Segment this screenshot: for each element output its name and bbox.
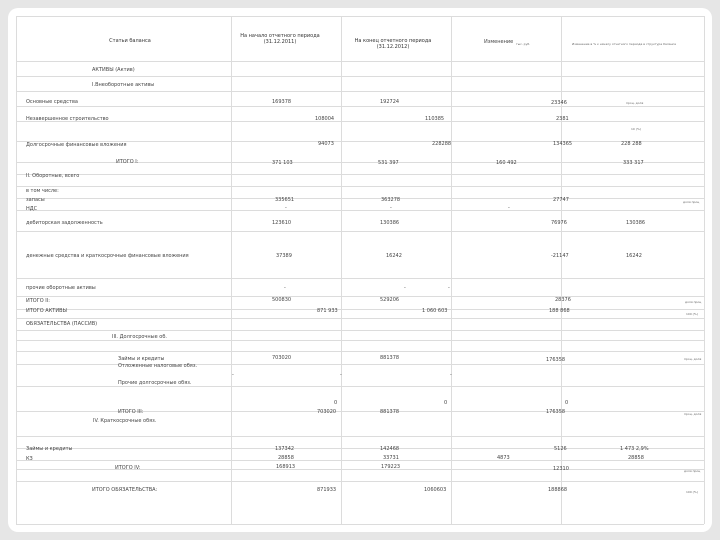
row-zaim-pct: проц. доля	[684, 357, 702, 361]
row-ns-change: 2381	[556, 116, 569, 122]
row-itog3-change: 176358	[546, 409, 566, 415]
header-col-end: На конец отчетного периода (31.12.2012)	[354, 38, 432, 50]
row-os-start: 169378	[272, 99, 292, 105]
row-itog-obl-pct: 100 (%)	[686, 490, 698, 494]
row-zapasy-pct: доля проц	[683, 200, 700, 204]
row-zaim2-start: 137342	[275, 446, 295, 452]
row-itog4-change: 12310	[553, 466, 569, 472]
row-dz-start: 123610	[272, 220, 292, 226]
row-nds-change: -	[508, 205, 510, 211]
row-zaim2-end: 142468	[380, 446, 400, 452]
row-itog1-pct: 333 317	[623, 160, 644, 166]
row-prdo-label: Прочие долгосрочные обяз.	[118, 380, 192, 386]
row-itog2-label: ИТОГО II:	[26, 298, 50, 304]
row-zaim-change: 176358	[546, 357, 566, 363]
row-dfv-change: 134365	[553, 141, 573, 147]
header-col-change: Изменение	[484, 39, 514, 45]
row-proch-start: -	[284, 285, 286, 291]
row-nds-label: НДС	[26, 206, 38, 212]
row-zapasy-change: 27747	[553, 197, 569, 203]
row-os-change: 23346	[551, 100, 567, 106]
row-ds-start: 37389	[276, 253, 292, 259]
row-ds-change: -21147	[551, 253, 569, 259]
row-itog4-start: 168913	[276, 464, 296, 470]
header-col-change-unit: тыс. руб.	[516, 42, 531, 46]
row-os-end: 192724	[380, 99, 400, 105]
row-kz-label: КЗ	[26, 456, 33, 462]
row-itog3-end: 881378	[380, 409, 400, 415]
row-ds-end: 16242	[386, 253, 402, 259]
row-os-label: Основные средства	[26, 99, 78, 105]
row-zaim-start: 703020	[272, 355, 292, 361]
row-itog-act-label: ИТОГО АКТИВЫ	[26, 308, 67, 314]
row-itog3-pct: проц. доля	[684, 412, 702, 416]
row-dz-end: 130386	[380, 220, 400, 226]
row-itog4-label: ИТОГО IV:	[115, 465, 141, 471]
row-dfv-pct: 228 288	[621, 141, 642, 147]
row-itog4-pct: доля проц	[684, 469, 701, 473]
section-4-title: IV. Краткосрочные обяз.	[93, 418, 157, 424]
row-ds-label: денежные средства и краткосрочные финансовые вложения	[26, 253, 189, 259]
section-2-incl: в том числе:	[26, 188, 59, 194]
row-itog3-start: 703020	[317, 409, 337, 415]
row-zaim2-pct: 1 473 2,9%	[620, 446, 649, 452]
header-col-article: Статьи баланса	[109, 38, 151, 44]
row-nds-end: -	[390, 205, 392, 211]
row-proch-end: -	[404, 285, 406, 291]
section-1-title: I.Внеоборотные активы	[92, 82, 155, 88]
row-ns-pct: 10 (%)	[631, 127, 641, 131]
row-itog-obl-label: ИТОГО ОБЯЗАТЕЛЬСТВА:	[92, 487, 158, 493]
row-zapasy-end: 363278	[381, 197, 401, 203]
row-itog1-start: 371 103	[272, 160, 293, 166]
row-itog2-end: 529206	[380, 297, 400, 303]
row-ns-start: 108004	[315, 116, 335, 122]
row-zapasy-label: запасы	[26, 197, 45, 203]
row-kz-end: 33731	[383, 455, 399, 461]
row-otl-start: -	[232, 372, 234, 378]
row-itog-act-change: 188 868	[549, 308, 570, 314]
row-os-pct: проц. доля	[626, 101, 644, 105]
row-ds-pct: 16242	[626, 253, 642, 259]
row-dz-label: дебиторская задолженность	[26, 220, 103, 226]
row-itog1-label: ИТОГО I:	[116, 159, 139, 165]
row-otl-change: -	[450, 372, 452, 378]
row-itog-act-end: 1 060 603	[422, 308, 448, 314]
row-kz-start: 28858	[278, 455, 294, 461]
row-itog-act-start: 871 933	[317, 308, 338, 314]
row-itog-act-pct: 100 (%)	[686, 312, 698, 316]
row-nds-start: -	[285, 205, 287, 211]
row-proch-label: прочие оборотные активы	[26, 285, 96, 291]
row-itog1-change: 160 492	[496, 160, 517, 166]
row-zapasy-start: 335651	[275, 197, 295, 203]
row-itog2-pct: доля проц	[685, 300, 702, 304]
row-itog-obl-change: 188868	[548, 487, 568, 493]
row-zaim-label: Займы и кредиты	[118, 356, 165, 362]
row-itog2-change: 28376	[555, 297, 571, 303]
row-dfv-start: 94073	[318, 141, 334, 147]
section-2-title: II. Оборотные, всего	[26, 173, 80, 179]
row-zaim-end: 881378	[380, 355, 400, 361]
row-itog-obl-start: 871933	[317, 487, 337, 493]
row-zaim2-change: 5126	[554, 446, 567, 452]
liabilities-title: ОБЯЗАТЕЛЬСТВА (ПАССИВ)	[26, 321, 98, 327]
row-dfv-end: 228288	[432, 141, 452, 147]
row-itog3-label: ИТОГО III:	[118, 409, 144, 415]
assets-title: АКТИВЫ (Актив)	[92, 67, 135, 73]
row-ns-end: 110385	[425, 116, 445, 122]
row-itog-obl-end: 1060603	[424, 487, 447, 493]
section-3-title: III. Долгосрочные об.	[112, 334, 167, 340]
row-kz-change: 4873	[497, 455, 510, 461]
row-ns-label: Незавершенное строительство	[26, 116, 109, 122]
row-otl-end: -	[340, 372, 342, 378]
row-itog3-zero-1: 0	[334, 400, 338, 406]
row-itog1-end: 531 397	[378, 160, 399, 166]
header-col-percent: Изменение в % к началу отчетного периода в структуре баланса	[572, 42, 677, 46]
row-kz-pct: 28858	[628, 455, 644, 461]
row-itog2-start: 500830	[272, 297, 292, 303]
header-col-start: На начало отчетного периода (31.12.2011)	[240, 33, 320, 45]
row-proch-change: -	[448, 285, 450, 291]
row-zaim2-label: Займы и кредиты	[26, 446, 73, 452]
row-dfv-label: Долгосрочные финансовые вложения	[26, 142, 127, 148]
row-dz-pct: 130386	[626, 220, 646, 226]
row-otl-label: Отложенные налоговые обяз.	[118, 363, 198, 369]
row-dz-change: 76976	[551, 220, 567, 226]
balance-table	[16, 16, 704, 524]
row-itog4-end: 179223	[381, 464, 401, 470]
row-itog3-zero-2: 0	[444, 400, 448, 406]
row-itog3-zero-3: 0	[565, 400, 569, 406]
